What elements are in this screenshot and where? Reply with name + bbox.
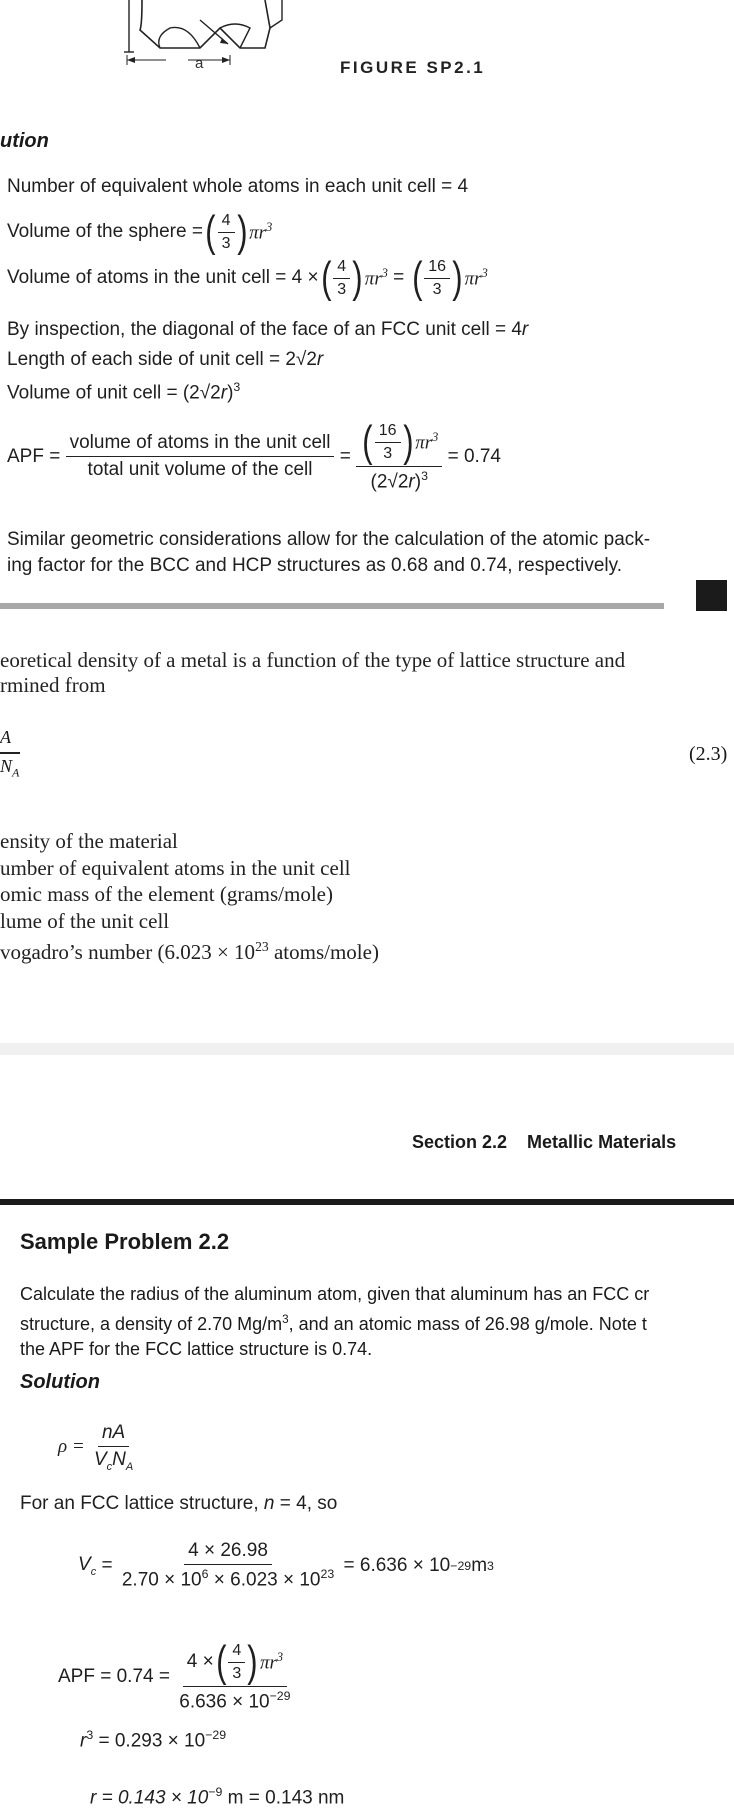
sample-problem-body xyxy=(20,1282,649,1362)
rho-equation: ρ = $\frac{nA}{V_cN_A}$ xyxy=(58,1422,134,1473)
dimension-label: a xyxy=(195,55,204,72)
page-gap-band xyxy=(0,1043,734,1055)
gray-divider xyxy=(0,603,664,609)
body-line-3: the APF for the FCC lattice structure is 0.74. xyxy=(20,1339,373,1359)
density-para-line-1: eoretical density of a metal is a function of the type of lattice structure and xyxy=(0,648,626,672)
similar-line-2: ing factor for the BCC and HCP structures as 0.68 and 0.74, respectively. xyxy=(7,555,622,576)
definition-volume: lume of the unit cell xyxy=(0,908,170,933)
equation-whole-atoms: Number of equivalent whole atoms in each unit cell = 4 xyxy=(7,176,469,197)
density-eq-numerator: A xyxy=(0,727,11,747)
similar-line-1: Similar geometric considerations allow for the calculation of the atomic pack- xyxy=(7,529,651,550)
apf-sample-equation: APF = 0.74 = 4 × ( $\frac{4}{3}$ ) $\pi r^3$ $6.636 \times 10^{-29}$ xyxy=(58,1637,291,1713)
vol-sphere-label: Volume of the sphere = xyxy=(7,221,203,242)
r-equation: $r = 0.143 \times 10^{-9}$ m = 0.143 nm xyxy=(90,1785,345,1809)
apf-result: = 0.74 xyxy=(447,445,501,467)
definition-atoms: umber of equivalent atoms in the unit cell xyxy=(0,855,351,880)
apf-label: APF = xyxy=(7,445,61,467)
equation-side: Length of each side of unit cell = 2√2r xyxy=(7,349,324,370)
vol-cell-text: Volume of unit cell = (2√2 xyxy=(7,382,221,404)
diagonal-text: By inspection, the diagonal of the face of an FCC unit cell = 4 xyxy=(7,319,522,340)
vc-equation: $V_c$ = $\frac{4 \times 26.98}{2.70 \times 10^6 \times 6.023 \times 10^{23}}$ = 6.636 × 10 −29 m 3 xyxy=(78,1540,494,1591)
body-line-2: structure, a density of 2.70 $Mg/m^3$, and an atomic mass of 26.98 g/mole. Note t xyxy=(20,1313,647,1334)
solution-heading: ution xyxy=(0,130,49,152)
unit-cell-figure xyxy=(110,0,330,75)
equation-diagonal: By inspection, the diagonal of the face of an FCC unit cell = 4r xyxy=(7,319,529,340)
equation-volume-cell: Volume of unit cell = $(2√2r)^3$ xyxy=(7,380,241,404)
definition-list xyxy=(0,828,379,966)
equation-volume-atoms: Volume of atoms in the unit cell = 4 × ( $\frac{4}{3}$ ) $\pi r^3$ = ( $\frac{16}{3}$ ) $\pi r^3$ xyxy=(7,253,488,302)
vol-atoms-label: Volume of atoms in the unit cell = 4 × xyxy=(7,267,319,288)
definition-atomic-mass: omic mass of the element (grams/mole) xyxy=(0,882,333,906)
section-header: Section 2.2 Metallic Materials xyxy=(412,1132,677,1152)
definition-avogadro: vogadro’s number ($6.023 \times 10^{23}$ atoms/mole) xyxy=(0,939,379,964)
side-text: Length of each side of unit cell = 2√2 xyxy=(7,349,317,370)
density-eq-fraction-bar xyxy=(0,752,20,754)
end-of-solution-square xyxy=(696,580,727,611)
sample-solution-heading: Solution xyxy=(20,1371,100,1393)
apf-denominator: total unit volume of the cell xyxy=(87,459,313,481)
body-line-1: Calculate the radius of the aluminum atom, given that aluminum has an FCC cr xyxy=(20,1284,650,1304)
equation-apf: APF = $\frac{\text{volume of atoms in the unit cell}}{\text{total unit volume of the cell}}$ = ( $\frac{16}{3}$ ) $\pi r^3$ $(2√2r)^3$ = 0.74 xyxy=(7,417,501,493)
density-para-line-2: rmined from xyxy=(0,673,106,697)
r3-equation: $r^3 = 0.293 \times 10^{-29}$ xyxy=(80,1728,227,1752)
equation-number: (2.3) xyxy=(689,743,728,765)
sample-problem-title: Sample Problem 2.2 xyxy=(20,1229,230,1254)
definition-density: ensity of the material xyxy=(0,829,178,853)
equation-volume-sphere: Volume of the sphere = ( $\frac{4}{3}$ ) $\pi r^3$ xyxy=(7,207,273,256)
figure-caption: FIGURE SP2.1 xyxy=(340,58,486,77)
black-divider xyxy=(0,1199,734,1205)
fcc-line: For an FCC lattice structure, n = 4, so xyxy=(20,1493,338,1514)
density-eq-denominator: $N_A$ xyxy=(0,756,20,780)
apf-numerator: volume of atoms in the unit cell xyxy=(66,432,335,457)
